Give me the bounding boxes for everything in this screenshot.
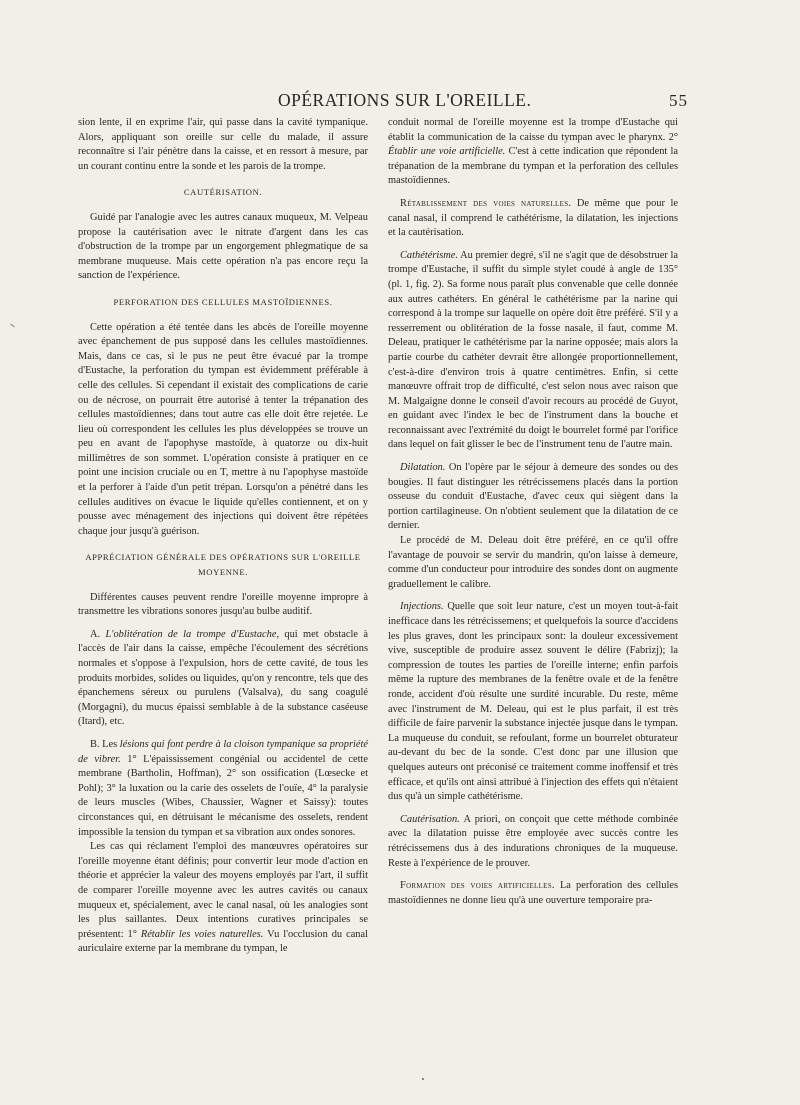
text-run: A. [90, 628, 106, 640]
text-run: A priori, on conçoit que cette méthode combinée avec la dilatation puisse être employée avec succès contre les rétrécissemens dus à des indurations chroniques de la muqueuse. Reste à l'expérience de le prouver. [388, 813, 678, 869]
run-in-heading: Rétablissement des voies naturelles. [400, 197, 572, 209]
section-heading-perforation: PERFORATION DES CELLULES MASTOÏDIENNES. [113, 296, 333, 307]
right-column [388, 116, 678, 908]
paragraph-a [78, 628, 368, 730]
ink-speck [422, 1078, 424, 1080]
text-run: , qui met obstacle à l'accès de l'air dans la caisse, empêche l'écoulement des sécrétions normales et s'oppose à l'expulsion, hors de cette cavité, de tous les produits morbides, solides ou liquides, qu'on y rencontre, tels que des épanchemens séreux ou purulens (Valsalva), du sang coagulé (Morgagni), du mucus épaissi semblable à de la substance caséeuse (Itard), etc. [78, 628, 368, 728]
running-title: OPÉRATIONS SUR L'OREILLE. [278, 90, 532, 110]
italic-heading: Injections. [400, 601, 444, 613]
paragraph [388, 249, 678, 453]
text-run: C'est à cette indication que répondent la trépanation de la membrane du tympan et la perforation des cellules mastoïdiennes. [388, 146, 678, 187]
paragraph [388, 461, 678, 534]
text-run: B. Les [90, 738, 120, 750]
section-heading-cauterisation: CAUTÉRISATION. [183, 187, 263, 198]
paragraph [78, 840, 368, 957]
text-run: Vu l'occlusion du canal auriculaire externe par la membrane du tympan, le [78, 928, 368, 955]
text-run: conduit normal de l'oreille moyenne est la trompe d'Eustache qui établit la communication de la caisse du tympan avec le pharynx. 2° [388, 117, 678, 143]
paragraph [388, 116, 678, 189]
text-run: De même que pour le canal nasal, il comprend le cathétérisme, la dilatation, les injections et la cautérisation. [388, 197, 678, 239]
text-run: La perforation des cellules mastoïdiennes ne donne lieu qu'à une ouverture temporaire pra- [388, 880, 678, 906]
paragraph: Le procédé de M. Deleau doit être préféré, en ce qu'il offre l'avantage de pouvoir se servir du mandrin, qu'on laisse à demeure, comme d'un conducteur pour introduire des sondes dont on augmente graduellement le calibre. [388, 535, 678, 590]
paragraph: Différentes causes peuvent rendre l'oreille moyenne impropre à transmettre les vibrations sonores jusqu'au bulbe auditif. [78, 591, 368, 618]
paragraph: sion lente, il en exprime l'air, qui passe dans la cavité tympanique. Alors, appliquant son oreille sur celle du malade, il assure reconnaître si l'air pénètre dans la caisse, et en ressort à mesure, par un courant continu entre la sonde et les parois de la trompe. [78, 117, 368, 172]
text-run: Les cas qui réclament l'emploi des manœuvres opératoires sur l'oreille moyenne étant définis; pour convertir leur mode d'action en théorie et apprécier la valeur des moyens employés par l'art, il suffit de comparer l'oreille moyenne avec les autres cavités ou canaux muqueux et, spécialement, avec le canal nasal, où les analogies sont les plus saillantes. Deux intentions curatives principales se présentent: 1° [78, 841, 368, 940]
margin-mark [10, 324, 15, 328]
paragraph-b [78, 738, 368, 840]
paragraph [388, 197, 678, 241]
italic-phrase: L'oblitération de la trompe d'Eustache [105, 628, 277, 640]
page-header [78, 90, 688, 111]
text-run: Quelle que soit leur nature, c'est un moyen tout-à-fait inefficace dans les rétrécissemens; et quelquefois la source d'accidens les plus graves, dont les principaux sont: la douleur excessivement vive, susceptible de produire assez souvent le délire (Fabrizj); la compression de toutes les parties de l'oreille interne; enfin parfois même la rupture des membranes de la fenêtre ovale et de la fenêtre ronde, accident d'où résulte une surdité incurable. Du reste, même avec l'instrument de M. Deleau, qui est le plus parfait, il est très difficile de faire parvenir la substance injectée jusque dans le tympan. La muqueuse du conduit, se refoulant, forme un bourrelet obturateur au-devant du bec de la sonde. C'est donc par une illusion que quelques auteurs ont préconisé ce traitement comme inoffensif et très efficace, et qu'ils ont ainsi attribué à l'injection des effets qui n'étaient dus qu'à un simple cathétérisme. [388, 601, 678, 803]
paragraph [388, 600, 678, 804]
paragraph: Guidé par l'analogie avec les autres canaux muqueux, M. Velpeau propose la cautérisation avec le nitrate d'argent dans les cas d'obstruction de la trompe par un engorgement phlegmatique de sa membrane muqueuse. Mais cette opération n'a pas encore reçu la sanction de l'expérience. [78, 211, 368, 282]
paragraph [388, 879, 678, 908]
left-column [78, 116, 368, 957]
run-in-heading: Formation des voies artificielles. [400, 880, 555, 892]
paragraph: Cette opération a été tentée dans les abcès de l'oreille moyenne avec épanchement de pus supposé dans les cellules mastoïdiennes. Mais, dans ce cas, si le pus ne peut être évacué par la trompe d'Eustache, la perforation du tympan est évidemment préférable à celle des cellules. Si cependant il existait des complications de carie ou de nécrose, on pourrait être autorisé à tenter la trépanation des cellules mastoïdiennes; dans tout autre cas elle doit être rejetée. Le lieu où correspondent les cellules les plus développées se trouve un peu en avant de l'apophyse mastoïde, à quatorze ou dix-huit millimètres de son sommet. L'opération consiste à pratiquer en ce point une incision cruciale ou en T, mettre à nu l'apophyse mastoïde et la perforer à l'aide d'un petit trépan. Lorsqu'on a pénétré dans les cellules auditives on évacue le liquide qu'elles contiennent, et on y pousse avec ménagement des injections qui doivent être répétées chaque jour jusqu'à guérison. [78, 321, 368, 537]
paragraph [388, 813, 678, 871]
text-run: On l'opère par le séjour à demeure des sondes ou des bougies. Il faut distinguer les rétrécissemens placés dans la portion osseuse du conduit d'Eustache, d'avec ceux qui siègent dans la portion cartilagineuse. On n'obtient seulement que la dilatation de ce dernier. [388, 462, 678, 532]
italic-heading: Dilatation. [400, 462, 446, 474]
italic-phrase: Établir une voie artificielle. [388, 146, 506, 158]
page-number: 55 [669, 91, 688, 110]
italic-phrase: lésions qui font perdre à la cloison tympanique sa propriété de vibrer. [78, 738, 368, 765]
section-heading-appreciation: APPRÉCIATION GÉNÉRALE DES OPÉRATIONS SUR L'OREILLE MOYENNE. [85, 552, 361, 578]
text-run: 1° L'épaississement congénial ou accidentel de cette membrane (Bartholin, Hoffman), 2° son ossification (Lœsecke et Pohl); 3° la luxation ou la carie des osselets de l'ouïe, 4° la paralysie de leurs muscles (Wibes, Chaussier, Wagner et Saissy): toutes circonstances qui, en détruisant le mécanisme des osselets, rendent impossible la tension du tympan et sa vibration aux ondes sonores. [78, 753, 368, 838]
italic-heading: Cathétérisme. [400, 249, 459, 261]
text-run: Au premier degré, s'il ne s'agit que de désobstruer la trompe d'Eustache, il suffit du simple stylet coudé à angle de 135° (pl. 1, fig. 2). Sa forme nous paraît plus convenable que celle donnée aux autres cathéters. En général le cathétérisme par la narine qui correspond à la trompe sur laquelle on opère doit être préféré. S'il y a resserrement ou oblitération de la fosse nasale, il faut, comme M. Deleau, pratiquer le cathétérisme par la narine opposée; mais alors la partie courbe du cathéter devrait être allongée proportionnellement, c'est-à-dire d'environ trois à quatre centimètres. Enfin, si cette manœuvre offrait trop de difficulté, c'est selon nous avec raison que M. Malgaigne donne le conseil d'avoir recours au procédé de Guyot, en guidant avec l'index le bec de l'instrument dans la bouche et reconnaissant avec l'extrémité du doigt le bourrelet formé par l'orifice dans lequel on fait glisser le bec de l'instrument tenu de l'autre main. [388, 249, 678, 451]
italic-heading: Cautérisation. [400, 813, 460, 825]
italic-phrase: Rétablir les voies naturelles. [140, 928, 264, 940]
